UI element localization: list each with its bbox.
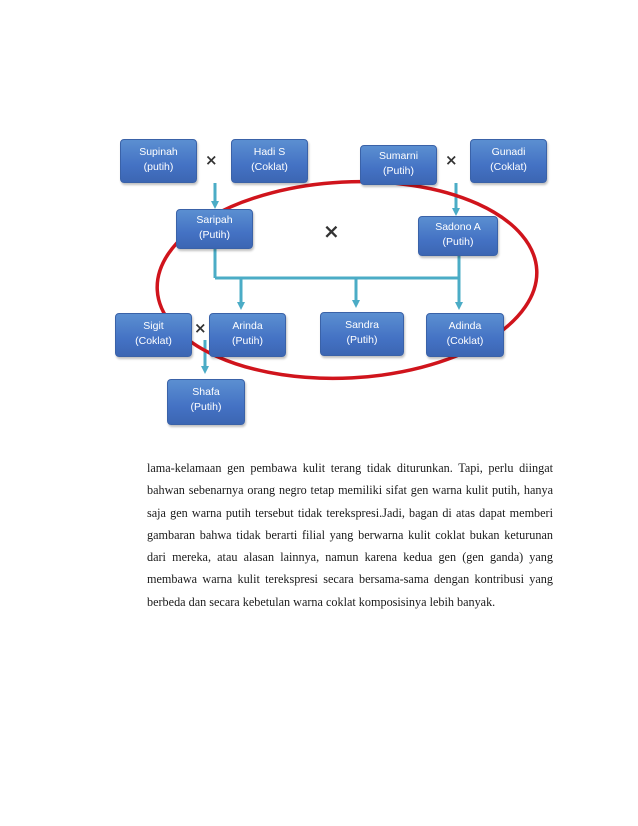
node-shafa-name: Shafa bbox=[192, 386, 220, 398]
node-supinah bbox=[120, 139, 197, 183]
node-saripah-name: Saripah bbox=[196, 214, 233, 226]
node-saripah-trait: (Putih) bbox=[199, 229, 230, 241]
node-hadi-s-name: Hadi S bbox=[253, 146, 286, 158]
node-shafa bbox=[167, 379, 245, 425]
node-gunadi-trait: (Coklat) bbox=[490, 161, 527, 173]
node-hadi-s bbox=[231, 139, 308, 183]
node-sandra bbox=[320, 312, 404, 356]
node-gunadi bbox=[470, 139, 547, 183]
cross-symbol-4: ⨯ bbox=[194, 319, 207, 337]
node-arinda bbox=[209, 313, 286, 357]
node-hadi-s-trait: (Coklat) bbox=[251, 161, 288, 173]
node-sumarni-trait: (Putih) bbox=[383, 165, 414, 177]
node-arinda-trait: (Putih) bbox=[232, 335, 263, 347]
node-sumarni-name: Sumarni bbox=[378, 150, 419, 162]
node-sumarni bbox=[360, 145, 437, 185]
node-adinda bbox=[426, 313, 504, 357]
node-sigit-name: Sigit bbox=[143, 320, 164, 332]
node-sandra-name: Sandra bbox=[345, 319, 379, 331]
node-arinda-name: Arinda bbox=[232, 320, 263, 332]
node-sandra-trait: (Putih) bbox=[346, 334, 378, 346]
node-shafa-trait: (Putih) bbox=[190, 401, 222, 413]
body-paragraph: lama-kelamaan gen pembawa kulit terang tidak diturunkan. Tapi, perlu diingat bahwan sebenarnya orang negro tetap memiliki sifat gen warna kulit putih, hanya saja gen warna putih tersebut tidak terekspresi.Jadi, bagan di atas dapat memberi gambaran bahwa tidak berarti filial yang berwarna kulit coklat bukan keturunan dari mereka, atau alasan lainnya, namun karena kedua gen (gen ganda) yang membawa warna kulit terekspresi secara bersama-sama dengan kontribusi yang berbeda dan secara kebetulan warna coklat komposisinya lebih banyak. bbox=[147, 461, 553, 609]
node-sadono-a-trait: (Putih) bbox=[442, 236, 474, 248]
node-sadono-a-name: Sadono A bbox=[435, 221, 481, 233]
node-sigit-trait: (Coklat) bbox=[135, 335, 172, 347]
node-gunadi-name: Gunadi bbox=[491, 146, 526, 158]
node-sigit bbox=[115, 313, 192, 357]
node-adinda-trait: (Coklat) bbox=[446, 335, 484, 347]
node-saripah bbox=[176, 209, 253, 249]
node-supinah-name: Supinah bbox=[139, 146, 178, 158]
node-adinda-name: Adinda bbox=[448, 320, 482, 332]
cross-symbol-1: ⨯ bbox=[205, 151, 218, 169]
node-sadono-a bbox=[418, 216, 498, 256]
cross-symbol-2: ⨯ bbox=[445, 151, 458, 169]
node-supinah-trait: (putih) bbox=[143, 161, 174, 173]
cross-symbol-3: ⨯ bbox=[323, 219, 340, 243]
